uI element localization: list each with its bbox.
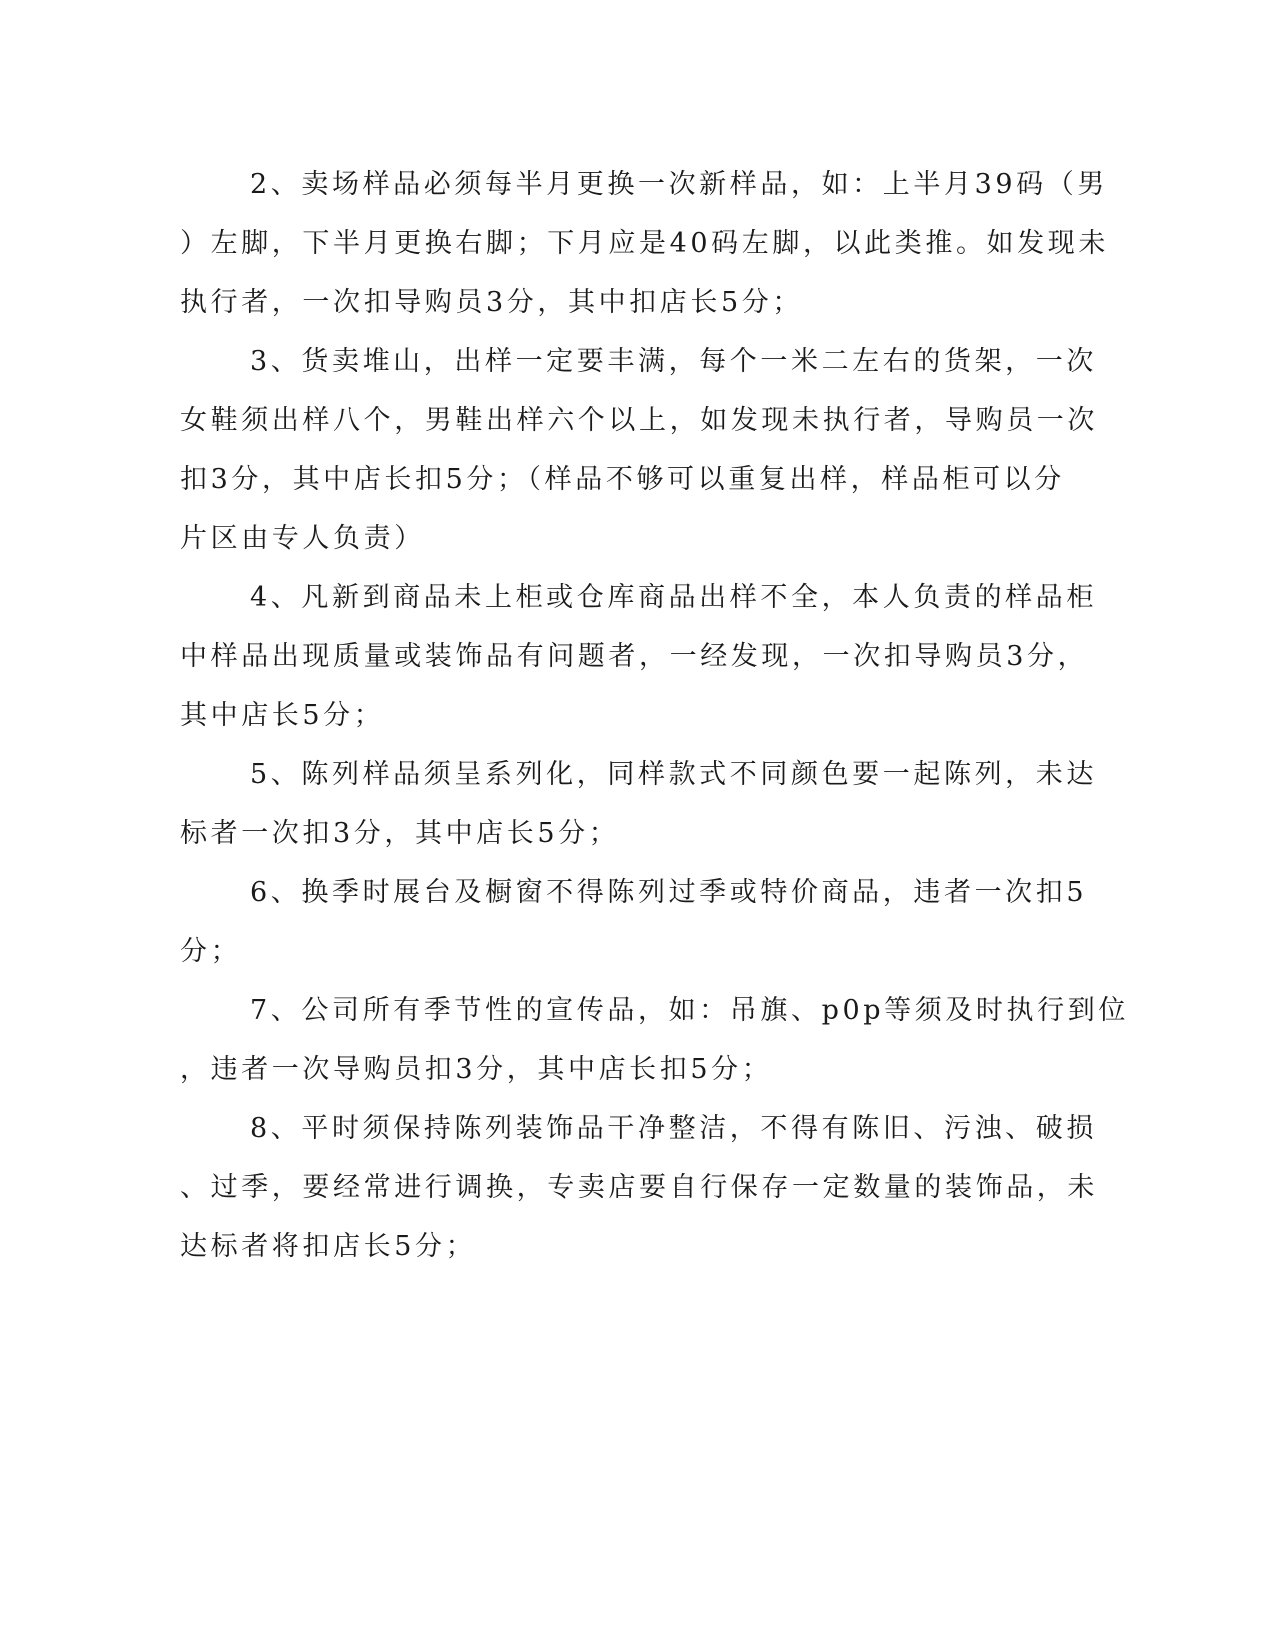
paragraph-rule-2	[180, 155, 1109, 332]
text-line: 3、货卖堆山，出样一定要丰满，每个一米二左右的货架，一次	[250, 346, 1097, 377]
text-line: 扣3分，其中店长扣5分；（样品不够可以重复出样，样品柜可以分	[180, 464, 1065, 495]
paragraph-rule-6	[180, 863, 1088, 981]
document-body	[180, 155, 1129, 1276]
text-line: 达标者将扣店长5分；	[180, 1231, 477, 1262]
text-line: ）左脚，下半月更换右脚；下月应是40码左脚，以此类推。如发现未	[180, 228, 1109, 259]
text-line: ，违者一次导购员扣3分，其中店长扣5分；	[180, 1054, 773, 1085]
paragraph-rule-7	[180, 981, 1129, 1099]
text-line: 7、公司所有季节性的宣传品，如：吊旗、p0p等须及时执行到位	[250, 995, 1129, 1026]
text-line: 执行者，一次扣导购员3分，其中扣店长5分；	[180, 287, 803, 318]
text-line: 5、陈列样品须呈系列化，同样款式不同颜色要一起陈列，未达	[250, 759, 1097, 790]
paragraph-rule-4	[180, 568, 1097, 745]
paragraph-rule-5	[180, 745, 1097, 863]
text-line: 2、卖场样品必须每半月更换一次新样品，如：上半月39码（男	[250, 169, 1108, 200]
text-line: 4、凡新到商品未上柜或仓库商品出样不全，本人负责的样品柜	[250, 582, 1097, 613]
paragraph-rule-3	[180, 332, 1098, 568]
text-line: 其中店长5分；	[180, 700, 385, 731]
paragraph-rule-8	[180, 1099, 1098, 1276]
text-line: 分；	[180, 936, 242, 967]
text-line: 6、换季时展台及橱窗不得陈列过季或特价商品，违者一次扣5	[250, 877, 1088, 908]
text-line: 标者一次扣3分，其中店长5分；	[180, 818, 620, 849]
text-line: 8、平时须保持陈列装饰品干净整洁，不得有陈旧、污浊、破损	[250, 1113, 1097, 1144]
text-line: 女鞋须出样八个，男鞋出样六个以上，如发现未执行者，导购员一次	[180, 405, 1098, 436]
text-line: 中样品出现质量或装饰品有问题者，一经发现，一次扣导购员3分，	[180, 641, 1089, 672]
text-line: 片区由专人负责）	[180, 523, 425, 554]
text-line: 、过季，要经常进行调换，专卖店要自行保存一定数量的装饰品，未	[180, 1172, 1098, 1203]
